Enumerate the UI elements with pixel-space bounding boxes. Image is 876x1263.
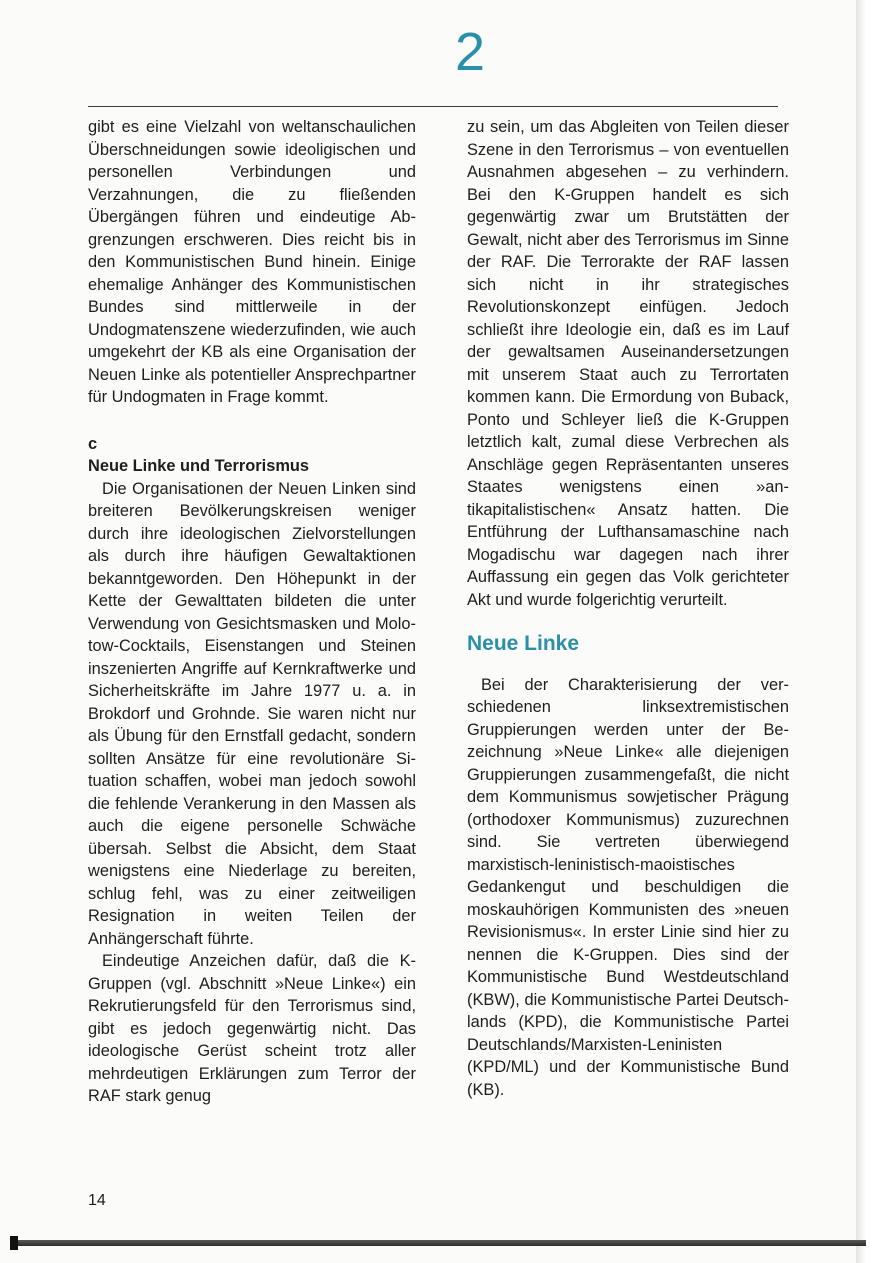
scan-edge-band <box>14 1240 866 1246</box>
subsection-title: Neue Linke und Terrorismus <box>88 457 310 475</box>
body-paragraph: Eindeutige Anzeichen dafür, daß die K-Gruppen (vgl. Abschnitt »Neue Linke«) ein Rekrutierungsfeld für den Terrorismus sind, gibt es jedoch gegenwärtig nicht. Das ideologische Gerüst scheint trotz aller mehrdeutigen Erklärungen zum Terror der RAF stark genug <box>88 952 416 1105</box>
page-edge-shadow <box>856 0 866 1263</box>
chapter-number: 2 <box>455 22 486 82</box>
right-column <box>467 116 789 1101</box>
scan-edge-mark <box>10 1236 18 1250</box>
body-paragraph: gibt es eine Vielzahl von weltanschaulichen Überschneidungen sowie ideoligischen und personellen Verbindungen und Verzahnungen, die zu fließenden Übergängen führen und eindeutige Abgrenzungen erschweren. Dies reicht bis in den Kommunistischen Bund hinein. Einige ehemalige Anhänger des Kommunistischen Bundes sind mittlerweile in der Undogmatenszene wiederzufinden, wie auch umgekehrt der KB als eine Organisation der Neuen Linke als potentieller Ansprechpartner für Undogmaten in Frage kommt. <box>88 118 416 406</box>
header-rule <box>88 106 778 107</box>
body-paragraph: Die Organisationen der Neuen Linken sind breiteren Bevölkerungskreisen weniger durch ihre ideologischen Zielvorstellungen als durch ihre häufigen Gewaltaktionen bekanntgeworden. Den Höhepunkt in der Kette der Gewalttaten bildeten die unter Verwendung von Gesichtsmasken und Molotow-Cocktails, Eisenstangen und Steinen inszenierten Angriffe auf Kernkraftwerke und Sicherheitskräfte im Jahre 1977 u. a. in Brokdorf und Grohnde. Sie waren nicht nur als Übung für den Ernstfall gedacht, sondern sollten Ansätze für eine revolutionäre Situation schaffen, wobei man jedoch sowohl die fehlende Verankerung in den Massen als auch die eigene personelle Schwäche übersah. Selbst die Absicht, dem Staat wenigstens eine Niederlage zu bereiten, schlug fehl, was zu einer zeitweiligen Resignation in weiten Teilen der Anhängerschaft führte. <box>88 479 416 948</box>
page-number: 14 <box>88 1192 106 1209</box>
body-paragraph: zu sein, um das Abgleiten von Teilen dieser Szene in den Terrorismus – von eventuellen Ausnahmen abgesehen – zu verhindern. Bei den K-Gruppen handelt es sich gegenwärtig zwar um Brutstätten der Gewalt, nicht aber des Terrorismus im Sinne der RAF. Die Terrorakte der RAF lassen sich nicht in ihr strategisches Revolutionskonzept einfügen. Jedoch schließt ihre Ideologie ein, daß es im Lauf der gewaltsamen Auseinandersetzungen mit unserem Staat auch zu Terrortaten kommen kann. Die Ermordung von Buback, Ponto und Schleyer ließ die K-Gruppen letztlich kalt, zumal diese Verbrechen als Anschläge gegen Repräsentanten unseres Staates wenigstens einen »antikapitalistischen« Ansatz hatten. Die Entführung der Lufthansamaschine nach Mogadischu war dagegen nach ihrer Auffassung ein gegen das Volk gerichteter Akt und wurde folgerichtig verurteilt. <box>467 118 789 609</box>
left-column <box>88 116 416 1108</box>
subsection-letter: c <box>88 434 98 453</box>
section-heading: Neue Linke <box>467 632 580 655</box>
body-paragraph: Bei der Charakterisierung der verschiedenen linksextremistischen Gruppierungen werden unter der Bezeichnung »Neue Linke« alle diejenigen Gruppierungen zusammengefaßt, die nicht dem Kommunismus sowjetischer Prägung (orthodoxer Kommunismus) zuzurechnen sind. Sie vertreten überwiegend marxistisch-leninistisch-maoistisches Gedankengut und beschuldigen die moskauhörigen Kommunisten des »neuen Revisionismus«. In erster Linie sind hier zu nennen die K-Gruppen. Dies sind der Kommunistische Bund Westdeutschland (KBW), die Kommunistische Partei Deutschlands (KPD), die Kommunistische Partei Deutschlands/Marxisten-Leninisten (KPD/ML) und der Kommunistische Bund (KB). <box>467 675 789 1099</box>
